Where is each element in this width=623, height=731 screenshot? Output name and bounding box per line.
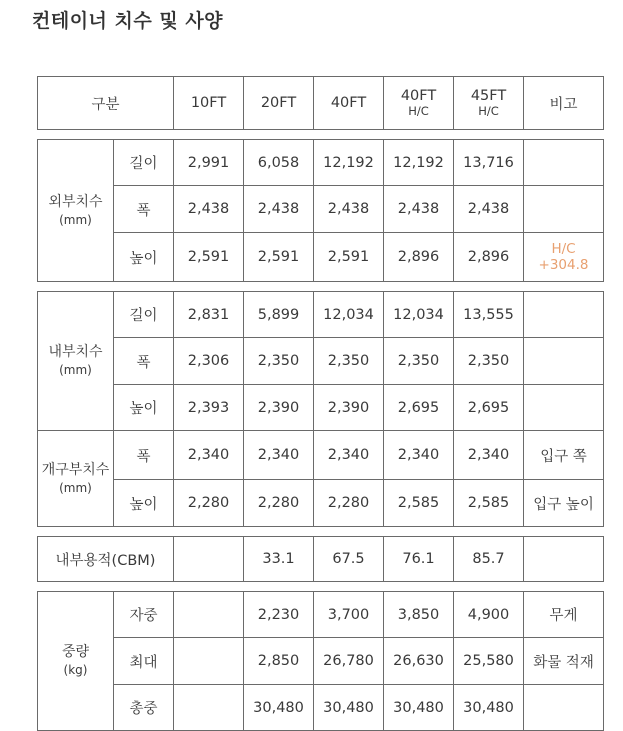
cell-value: 2,350 <box>384 338 454 385</box>
cell-value: 25,580 <box>454 638 524 685</box>
cell-note <box>524 537 604 582</box>
cell-value: 26,630 <box>384 638 454 685</box>
cell-note <box>524 685 604 731</box>
cell-note <box>524 186 604 233</box>
row-label: 최대 <box>114 638 174 685</box>
cell-value: 2,585 <box>454 480 524 527</box>
cell-value: 2,591 <box>244 233 314 282</box>
cell-value: 2,350 <box>244 338 314 385</box>
header-note: 비고 <box>524 77 604 130</box>
cell-value: 5,899 <box>244 292 314 338</box>
cell-value: 2,340 <box>384 431 454 480</box>
cell-value <box>174 638 244 685</box>
cell-value: 4,900 <box>454 592 524 638</box>
cell-value: 67.5 <box>314 537 384 582</box>
cell-value: 12,034 <box>384 292 454 338</box>
cell-note <box>524 140 604 186</box>
cell-value: 3,850 <box>384 592 454 638</box>
row-label: 높이 <box>114 385 174 431</box>
cell-value: 2,438 <box>244 186 314 233</box>
cell-value: 26,780 <box>314 638 384 685</box>
volume-label: 내부용적(CBM) <box>38 537 174 582</box>
cell-note <box>524 292 604 338</box>
row-label: 자중 <box>114 592 174 638</box>
header-col-40ft-hc: 40FT H/C <box>384 77 454 130</box>
cell-value: 30,480 <box>384 685 454 731</box>
cell-value: 2,438 <box>454 186 524 233</box>
cell-value: 2,350 <box>314 338 384 385</box>
group-label-internal: 내부치수 (mm) <box>38 292 114 431</box>
cell-value: 33.1 <box>244 537 314 582</box>
page-title: 컨테이너 치수 및 사양 <box>32 10 224 32</box>
group-label-external: 외부치수 (mm) <box>38 140 114 282</box>
row-label: 높이 <box>114 233 174 282</box>
cell-value: 2,896 <box>384 233 454 282</box>
row-label: 폭 <box>114 338 174 385</box>
table-row <box>38 186 604 233</box>
cell-value: 3,700 <box>314 592 384 638</box>
cell-value: 2,695 <box>384 385 454 431</box>
table-row <box>38 233 604 282</box>
cell-value: 85.7 <box>454 537 524 582</box>
table-row <box>38 638 604 685</box>
cell-note: 무게 <box>524 592 604 638</box>
cell-value: 2,591 <box>314 233 384 282</box>
cell-value: 2,340 <box>244 431 314 480</box>
table-row <box>38 140 604 186</box>
cell-value: 2,280 <box>244 480 314 527</box>
table-row <box>38 480 604 527</box>
cell-value: 13,555 <box>454 292 524 338</box>
cell-value: 2,393 <box>174 385 244 431</box>
header-col-20ft: 20FT <box>244 77 314 130</box>
cell-note: 입구 높이 <box>524 480 604 527</box>
cell-value: 30,480 <box>244 685 314 731</box>
cell-value: 30,480 <box>454 685 524 731</box>
header-col-40ft: 40FT <box>314 77 384 130</box>
cell-value: 2,340 <box>454 431 524 480</box>
cell-value: 2,850 <box>244 638 314 685</box>
cell-value <box>174 537 244 582</box>
cell-value: 2,896 <box>454 233 524 282</box>
cell-value: 2,438 <box>314 186 384 233</box>
cell-value: 2,695 <box>454 385 524 431</box>
cell-value: 2,280 <box>174 480 244 527</box>
cell-note <box>524 385 604 431</box>
header-row <box>38 77 604 130</box>
cell-value: 13,716 <box>454 140 524 186</box>
cell-value: 2,340 <box>314 431 384 480</box>
cell-value: 2,340 <box>174 431 244 480</box>
table-row <box>38 592 604 638</box>
cell-value: 2,438 <box>174 186 244 233</box>
cell-value: 2,350 <box>454 338 524 385</box>
cell-value: 30,480 <box>314 685 384 731</box>
container-spec-table <box>37 76 604 731</box>
cell-value: 2,585 <box>384 480 454 527</box>
cell-value: 76.1 <box>384 537 454 582</box>
cell-note-hc-offset: H/C +304.8 <box>524 233 604 282</box>
header-col-10ft: 10FT <box>174 77 244 130</box>
group-label-weight: 중량 (kg) <box>38 592 114 731</box>
cell-value: 6,058 <box>244 140 314 186</box>
row-label: 폭 <box>114 186 174 233</box>
cell-note: 입구 쪽 <box>524 431 604 480</box>
row-label: 길이 <box>114 140 174 186</box>
cell-value: 2,230 <box>244 592 314 638</box>
cell-value: 2,831 <box>174 292 244 338</box>
cell-value <box>174 685 244 731</box>
cell-value: 2,438 <box>384 186 454 233</box>
row-label: 높이 <box>114 480 174 527</box>
group-label-opening: 개구부치수 (mm) <box>38 431 114 527</box>
cell-value: 2,390 <box>244 385 314 431</box>
cell-value: 12,192 <box>384 140 454 186</box>
cell-value: 2,306 <box>174 338 244 385</box>
row-label: 길이 <box>114 292 174 338</box>
cell-value: 2,390 <box>314 385 384 431</box>
row-label: 폭 <box>114 431 174 480</box>
cell-value: 12,192 <box>314 140 384 186</box>
table-row <box>38 338 604 385</box>
table-row <box>38 431 604 480</box>
table-row <box>38 385 604 431</box>
cell-value: 2,280 <box>314 480 384 527</box>
cell-note <box>524 338 604 385</box>
cell-value: 2,991 <box>174 140 244 186</box>
table-row-volume <box>38 537 604 582</box>
header-col-45ft-hc: 45FT H/C <box>454 77 524 130</box>
cell-value: 12,034 <box>314 292 384 338</box>
cell-value <box>174 592 244 638</box>
header-category: 구분 <box>38 77 174 130</box>
table-row <box>38 292 604 338</box>
cell-value: 2,591 <box>174 233 244 282</box>
cell-note: 화물 적재 <box>524 638 604 685</box>
row-label: 총중 <box>114 685 174 731</box>
table-row <box>38 685 604 731</box>
